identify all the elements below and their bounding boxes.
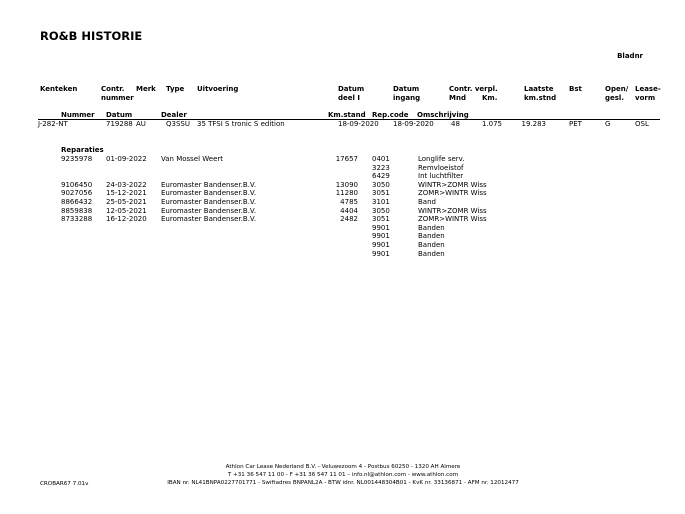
repair-repcode: 3050: [372, 180, 390, 189]
repair-repcode: 9901: [372, 249, 390, 258]
repair-repcode: 3051: [372, 189, 390, 198]
repair-datum: 25-05-2021: [106, 198, 147, 206]
repair-omschrijving: WINTR>ZOMR Wiss: [418, 206, 487, 215]
repair-datum: 24-03-2022: [106, 180, 147, 189]
repair-omschrijving: WINTR>ZOMR Wiss: [418, 180, 487, 189]
repair-repcode: 9901: [372, 232, 390, 241]
footer-bank: IBAN nr. NL41BNPA0227701771 - Swiftadres BNPANL2A - BTW idnr. NL001448304B01 - KvK nr. 33136871 - AFM nr. 12012477: [167, 480, 519, 486]
header-vorm: vorm: [635, 94, 656, 102]
repair-omschrijving: Banden: [418, 223, 445, 232]
reparaties-label: Reparaties: [61, 146, 104, 154]
header-sub-dealer: Dealer: [161, 111, 187, 119]
repair-datum: 15-12-2021: [106, 189, 147, 198]
header-contr-nummer: nummer: [101, 94, 134, 102]
header-mnd: Mnd: [449, 94, 466, 102]
header-kenteken: Kenteken: [40, 85, 78, 93]
repair-omschrijving: Banden: [418, 232, 445, 241]
repair-repcode: 9901: [372, 241, 390, 249]
header-km: Km.: [482, 94, 498, 102]
vehicle-bst: PET: [569, 120, 582, 128]
footer-address: Athlon Car Lease Nederland B.V. - Veluwezoom 4 - Postbus 60250 - 1320 AH Almere: [225, 464, 461, 470]
repair-nummer: 9027056: [61, 189, 93, 198]
repair-kmstand: 4404: [340, 206, 358, 215]
vehicle-contract: 719288: [106, 120, 133, 128]
header-sub-omschrijving: Omschrijving: [417, 111, 469, 119]
repair-repcode: 3050: [372, 206, 390, 215]
header-ingang: ingang: [393, 94, 421, 102]
header-contr: Contr.: [101, 85, 125, 93]
footer-contact: T +31 36 547 11 00 - F +31 36 547 11 01 – info.nl@athlon.com - www.athlon.com: [227, 472, 459, 478]
header-deel1: deel I: [338, 94, 360, 102]
repair-omschrijving: Band: [418, 198, 436, 206]
repair-nummer: 8859838: [61, 206, 93, 215]
header-lease: Lease-: [635, 85, 661, 93]
repair-omschrijving: Longlife serv.: [418, 155, 465, 163]
header-datum-ingang: Datum: [393, 85, 420, 93]
repair-datum: 12-05-2021: [106, 206, 147, 215]
page-number-label: Bladnr: [617, 52, 643, 60]
vehicle-type: Q3SSU: [166, 120, 190, 128]
repair-dealer: Euromaster Bandenser.B.V.: [161, 189, 257, 198]
repair-repcode: 0401: [372, 155, 390, 163]
vehicle-leasevorm: OSL: [635, 120, 649, 128]
header-datum-deel1: Datum: [338, 85, 365, 93]
repair-repcode: 9901: [372, 223, 390, 232]
header-sub-repcode: Rep.code: [372, 111, 409, 119]
repair-nummer: 9106450: [61, 180, 93, 189]
repair-kmstand: 4785: [340, 198, 358, 206]
repair-omschrijving: ZOMR>WINTR Wiss: [418, 215, 487, 224]
vehicle-uitvoering: 35 TFSI S tronic S edition: [197, 120, 285, 128]
header-uitvoering: Uitvoering: [197, 85, 239, 93]
repair-dealer: Euromaster Bandenser.B.V.: [161, 215, 257, 224]
repair-datum: 16-12-2020: [106, 215, 147, 224]
repair-datum: 01-09-2022: [106, 155, 147, 163]
repair-dealer: Euromaster Bandenser.B.V.: [161, 198, 257, 206]
repair-kmstand: 11280: [335, 189, 358, 198]
form-version: CROBAR67 7.01v: [40, 481, 89, 487]
repair-omschrijving: Int luchtfilter: [418, 172, 464, 181]
header-sub-nummer: Nummer: [61, 111, 95, 119]
repair-omschrijving: Remvloeistof: [418, 163, 464, 172]
header-sub-kmstand: Km.stand: [328, 111, 366, 119]
vehicle-laatste-kmstnd: 19.283: [521, 120, 546, 128]
repair-repcode: 6429: [372, 172, 390, 181]
repair-omschrijving: Banden: [418, 241, 445, 249]
header-merk: Merk: [136, 85, 156, 93]
repair-dealer: Euromaster Bandenser.B.V.: [161, 180, 257, 189]
vehicle-datum-deel1: 18-09-2020: [338, 120, 379, 128]
header-laatste: Laatste: [524, 85, 554, 93]
vehicle-open-gesl: G: [605, 120, 611, 128]
vehicle-kenteken: J-282-NT: [38, 120, 68, 128]
header-open: Open/: [605, 85, 629, 93]
repair-kmstand: 17657: [335, 155, 358, 163]
repair-kmstand: 2482: [340, 215, 358, 224]
header-gesl: gesl.: [605, 94, 624, 102]
vehicle-mnd: 48: [451, 120, 460, 128]
vehicle-merk: AU: [136, 120, 146, 128]
repair-kmstand: 13090: [335, 180, 358, 189]
vehicle-km: 1.075: [481, 120, 502, 128]
repair-omschrijving: Banden: [418, 249, 445, 258]
header-kmstnd: km.stnd: [524, 94, 557, 102]
header-sub-datum: Datum: [106, 111, 133, 119]
vehicle-datum-ingang: 18-09-2020: [393, 120, 434, 128]
repair-repcode: 3101: [372, 198, 390, 206]
header-type: Type: [166, 85, 185, 93]
header-bst: Bst: [569, 85, 582, 93]
repair-dealer: Van Mossel Weert: [161, 155, 224, 163]
header-contr-verpl: Contr. verpl.: [449, 85, 498, 93]
repair-repcode: 3223: [372, 163, 390, 172]
repair-omschrijving: ZOMR>WINTR Wiss: [418, 189, 487, 198]
repair-dealer: Euromaster Bandenser.B.V.: [161, 206, 257, 215]
report-title: RO&B HISTORIE: [40, 29, 143, 43]
repair-nummer: 9235978: [61, 155, 93, 163]
repair-nummer: 8866432: [61, 198, 93, 206]
repair-nummer: 8733288: [61, 215, 93, 224]
repair-repcode: 3051: [372, 215, 390, 224]
